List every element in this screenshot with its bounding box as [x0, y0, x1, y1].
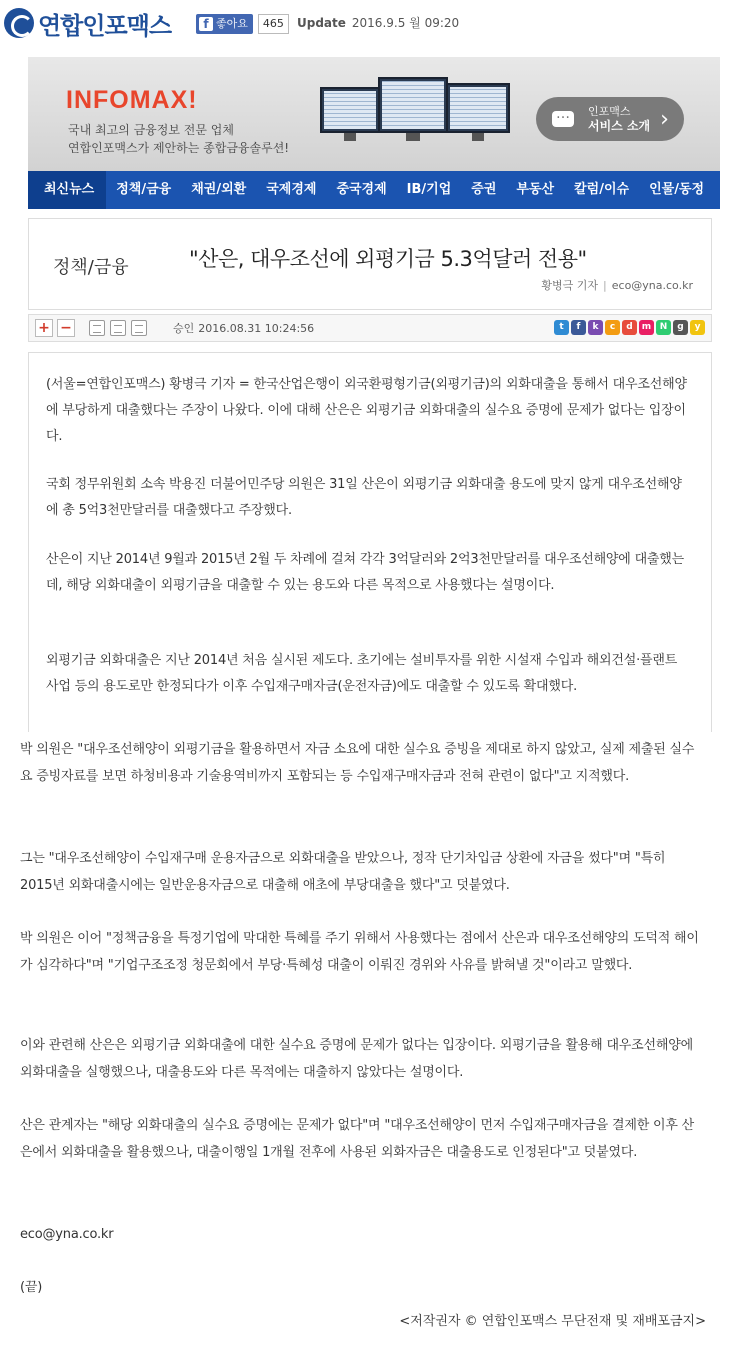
reporter-email[interactable]: eco@yna.co.kr	[611, 279, 693, 292]
facebook-icon: f	[199, 17, 213, 31]
approved-label: 승인	[173, 322, 195, 335]
facebook-like-label: 좋아요	[216, 17, 248, 30]
article-paragraph: 국회 정무위원회 소속 박용진 더불어민주당 의원은 31일 산은이 외평기금 외화대출 용도에 맞지 않게 대우조선해양에 총 5억3천만달러를 대출했다고 주장했다.	[46, 477, 682, 518]
nav-item-tv[interactable]: TV	[724, 182, 744, 197]
article-header	[28, 218, 712, 310]
update-info	[297, 14, 459, 31]
article-author-email: eco@yna.co.kr	[20, 1227, 114, 1242]
cta-line-2: 서비스 소개	[588, 119, 651, 133]
logo-icon	[4, 8, 34, 38]
article-paragraph: 산은 관계자는 "해당 외화대출의 실수요 증명에는 문제가 없다"며 "대우조선해양이 먼저 수입재구매자금을 결제한 이후 산은에서 외화대출을 활용했으나, 대출이행일 1개월 전후에 사용된 외화자금은 대출용도로 인정된다"고 덧붙였다.	[20, 1118, 695, 1160]
nav-item-policy-finance[interactable]: 정책/금융	[116, 182, 172, 197]
article-paragraph: 그는 "대우조선해양이 수입재구매 운용자금으로 외화대출을 받았으나, 정작 단기차입금 상환에 자금을 썼다"며 "특히 2015년 외화대출시에는 일반운용자금으로 대출해 애초에 부당대출을 했다"고 덧붙였다.	[20, 851, 666, 893]
reporter-name: 황병극 기자	[541, 279, 599, 292]
infomax-banner[interactable]	[28, 57, 720, 171]
banner-line-1: 국내 최고의 금융정보 전문 업체	[68, 123, 234, 137]
share-yozm-icon[interactable]: y	[690, 320, 705, 335]
article-paragraph: 박 의원은 이어 "정책금융을 특정기업에 막대한 특혜를 주기 위해서 사용했다는 점에서 산은과 대우조선해양의 도덕적 해이가 심각하다"며 "기업구조조정 청문회에서 부당·특혜성 대출이 이뤄진 경위와 사유를 밝혀낼 것"이라고 말했다.	[20, 931, 699, 973]
print-icon[interactable]	[89, 320, 105, 336]
facebook-like-widget	[196, 13, 289, 35]
article-paragraph: (서울=연합인포맥스) 황병극 기자 = 한국산업은행이 외국환평형기금(외평기금)의 외화대출을 통해서 대우조선해양에 부당하게 대출했다는 주장이 나왔다. 이에 대해 산은은 외평기금 외화대출의 실수요 증명에 문제가 없다는 입장이다.	[46, 377, 687, 444]
copyright-notice: <저작권자 © 연합인포맥스 무단전재 및 재배포금지>	[399, 1314, 706, 1329]
service-intro-button[interactable]	[536, 97, 684, 141]
update-time: 2016.9.5 월 09:20	[351, 16, 460, 30]
article-paragraph: 박 의원은 "대우조선해양이 외평기금을 활용하면서 자금 소요에 대한 실수요 증빙을 제대로 하지 않았고, 실제 제출된 실수요 증빙자료를 보면 하청비용과 기술용역비까지 포함되는 등 수입재구매자금과 전혀 관련이 없다"고 지적했다.	[20, 742, 695, 784]
main-nav	[28, 171, 744, 209]
share-twitter-icon[interactable]: t	[554, 320, 569, 335]
nav-item-ib-corporate[interactable]: IB/기업	[406, 182, 452, 197]
scrap-icon[interactable]	[131, 320, 147, 336]
banner-line-2: 연합인포맥스가 제안하는 종합금융솔루션!	[68, 141, 290, 155]
article-end-mark: (끝)	[20, 1280, 43, 1295]
site-logo[interactable]	[4, 6, 171, 40]
nav-item-china-economy[interactable]: 중국경제	[336, 182, 387, 197]
nav-item-latest[interactable]: 최신뉴스	[28, 171, 106, 209]
nav-item-stocks[interactable]: 증권	[471, 182, 497, 197]
nav-item-bond-fx[interactable]: 채권/외환	[191, 182, 247, 197]
article-headline: "산은, 대우조선에 외평기금 5.3억달러 전용"	[189, 247, 587, 271]
nav-item-real-estate[interactable]: 부동산	[516, 182, 555, 197]
share-kakao-icon[interactable]: k	[588, 320, 603, 335]
nav-item-column-issue[interactable]: 칼럼/이슈	[574, 182, 630, 197]
share-naver-icon[interactable]: N	[656, 320, 671, 335]
email-icon[interactable]	[110, 320, 126, 336]
banner-title: INFOMAX!	[66, 86, 198, 114]
article-section[interactable]: 정책/금융	[53, 257, 129, 278]
article-toolbar	[28, 314, 712, 342]
nav-item-world-economy[interactable]: 국제경제	[266, 182, 317, 197]
share-icons	[552, 320, 705, 335]
nav-item-people[interactable]: 인물/동정	[649, 182, 705, 197]
chevron-right-icon: ›	[660, 106, 669, 132]
zoom-in-button[interactable]: +	[35, 319, 53, 337]
share-google-icon[interactable]: g	[673, 320, 688, 335]
logo-text: 연합인포맥스	[38, 11, 172, 40]
article-paragraph: 산은이 지난 2014년 9월과 2015년 2월 두 차례에 걸쳐 각각 3억달러와 2억3천만달러를 대우조선해양에 대출했는데, 해당 외화대출이 외평기금을 대출할 수 있는 용도와 다른 목적으로 사용했다는 설명이다.	[46, 552, 685, 593]
share-facebook-icon[interactable]: f	[571, 320, 586, 335]
cta-line-1: 인포맥스	[588, 105, 631, 118]
chat-bubble-icon	[552, 111, 574, 127]
update-label: Update	[297, 16, 346, 30]
article-paragraph: 외평기금 외화대출은 지난 2014년 처음 실시된 제도다. 초기에는 설비투자를 위한 시설재 수입과 해외건설·플랜트 사업 등의 용도로만 한정되다가 이후 수입재구매자금(운전자금)에도 대출할 수 있도록 확대했다.	[46, 653, 678, 694]
top-bar	[0, 0, 720, 46]
zoom-out-button[interactable]: −	[57, 319, 75, 337]
share-daum-icon[interactable]: d	[622, 320, 637, 335]
byline: 황병극 기자 | eco@yna.co.kr	[541, 279, 693, 292]
article-paragraph: 이와 관련해 산은은 외평기금 외화대출에 대한 실수요 증명에 문제가 없다는 입장이다. 외평기금을 활용해 대우조선해양에 외화대출을 실행했으나, 대출용도와 다른 목적에는 대출하지 않았다는 설명이다.	[20, 1038, 693, 1080]
facebook-like-count: 465	[258, 14, 289, 34]
approved-info	[173, 320, 314, 336]
share-me2day-icon[interactable]: m	[639, 320, 654, 335]
share-cyworld-icon[interactable]: c	[605, 320, 620, 335]
facebook-like-button[interactable]	[196, 14, 253, 34]
monitors-illustration	[320, 77, 510, 163]
approved-time: 2016.08.31 10:24:56	[198, 322, 315, 335]
